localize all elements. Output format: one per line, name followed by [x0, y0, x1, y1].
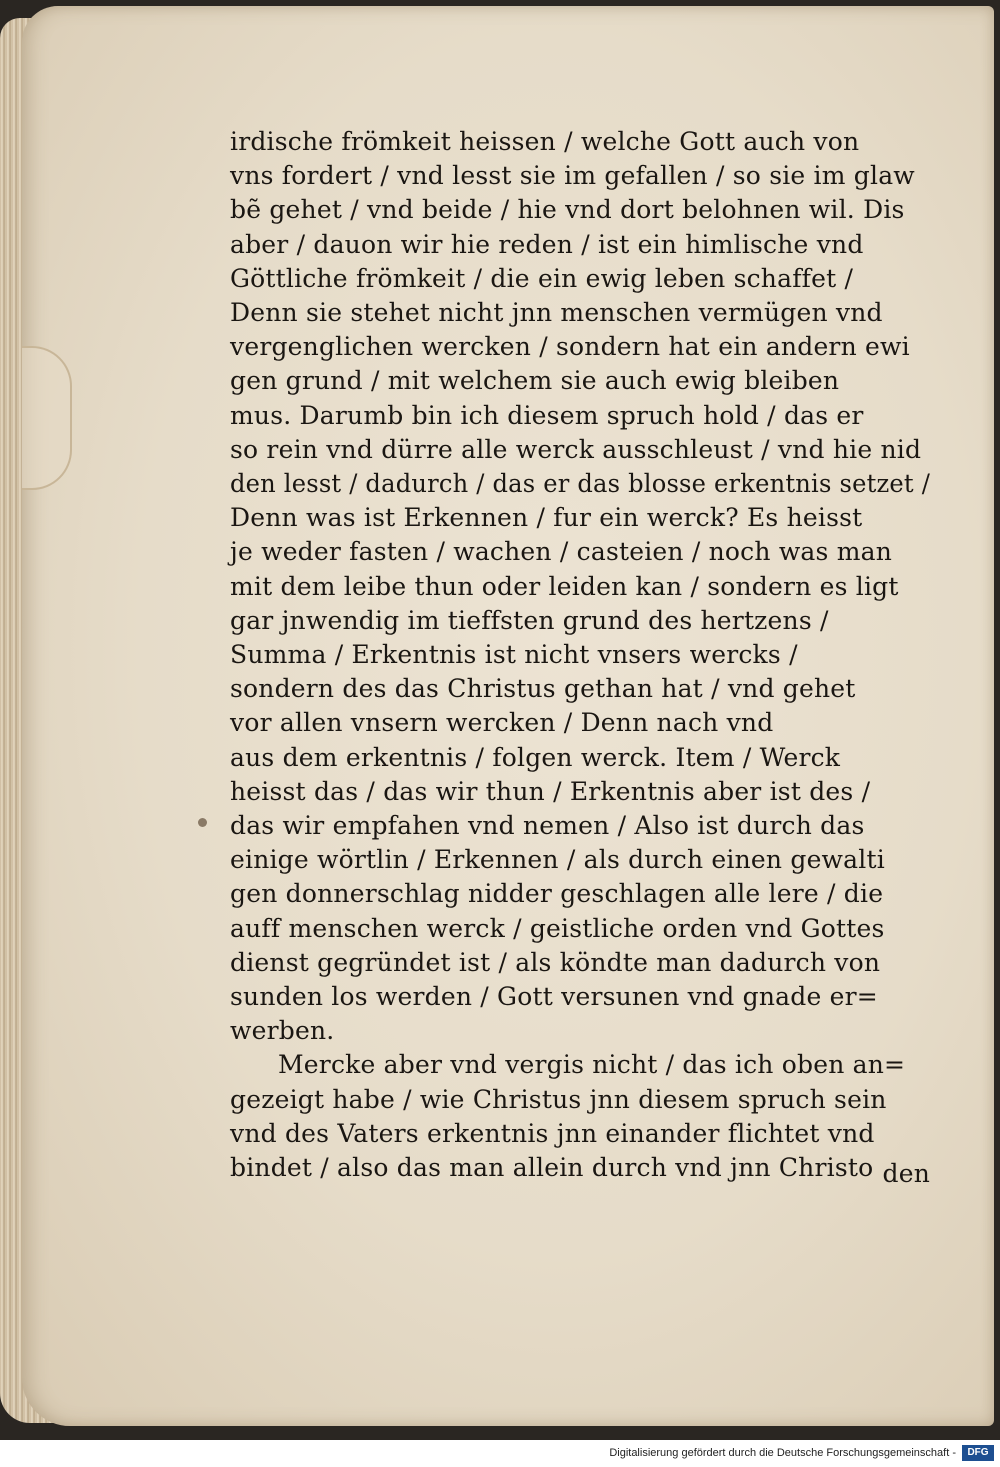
dfg-logo: DFG — [962, 1445, 994, 1461]
text-line: vor allen vnsern wercken / Denn nach vnd — [230, 708, 774, 737]
funding-notice: Digitalisierung gefördert durch die Deutsche Forschungsgemeinschaft - — [609, 1447, 956, 1459]
text-line: werben. — [230, 1016, 335, 1045]
text-line: vnd des Vaters erkentnis jnn einander flichtet vnd — [230, 1119, 875, 1148]
text-line: sunden los werden / Gott versunen vnd gnade er= — [230, 982, 878, 1011]
text-line: Göttliche frömkeit / die ein ewig leben schaffet / — [230, 264, 854, 293]
text-block — [230, 125, 930, 1195]
text-line: bẽ gehet / vnd beide / hie vnd dort belohnen wil. Dis — [230, 195, 905, 224]
text-line: je weder fasten / wachen / casteien / noch was man — [230, 537, 893, 566]
text-line: aber / dauon wir hie reden / ist ein himlische vnd — [230, 230, 864, 259]
text-line: gar jnwendig im tieffsten grund des hertzens / — [230, 606, 829, 635]
text-line: einige wörtlin / Erkennen / als durch einen gewalti — [230, 845, 885, 874]
text-line: Denn sie stehet nicht jnn menschen vermügen vnd — [230, 298, 883, 327]
text-line: vns fordert / vnd lesst sie im gefallen / so sie im glaw — [230, 161, 915, 190]
text-line: irdische frömkeit heissen / welche Gott auch von — [230, 127, 860, 156]
text-line: gezeigt habe / wie Christus jnn diesem spruch sein — [230, 1085, 887, 1114]
catchword: den — [882, 1159, 930, 1188]
paper-speck — [198, 818, 207, 827]
text-line: aus dem erkentnis / folgen werck. Item / Werck — [230, 743, 841, 772]
text-line: mus. Darumb bin ich diesem spruch hold / das er — [230, 401, 864, 430]
text-line: heisst das / das wir thun / Erkentnis aber ist des / — [230, 777, 871, 806]
text-line: gen grund / mit welchem sie auch ewig bleiben — [230, 366, 840, 395]
text-line: Mercke aber vnd vergis nicht / das ich oben an= — [278, 1050, 906, 1079]
text-line: vergenglichen wercken / sondern hat ein andern ewi — [230, 332, 910, 361]
text-line: so rein vnd dürre alle werck ausschleust / vnd hie nid — [230, 435, 922, 464]
text-line: auff menschen werck / geistliche orden vnd Gottes — [230, 914, 885, 943]
text-line: das wir empfahen vnd nemen / Also ist durch das — [230, 811, 865, 840]
page-clip-mark — [22, 346, 72, 490]
text-line: Summa / Erkentnis ist nicht vnsers wercks / — [230, 640, 798, 669]
text-line: sondern des das Christus gethan hat / vnd gehet — [230, 674, 856, 703]
text-line: mit dem leibe thun oder leiden kan / sondern es ligt — [230, 572, 899, 601]
text-line: dienst gegründet ist / als köndte man dadurch von — [230, 948, 881, 977]
text-line: bindet / also das man allein durch vnd jnn Christo — [230, 1153, 874, 1182]
text-line: gen donnerschlag nidder geschlagen alle lere / die — [230, 879, 884, 908]
footer-bar — [0, 1440, 1000, 1467]
text-line: den lesst / dadurch / das er das blosse erkentnis setzet / — [230, 469, 931, 498]
text-line: Denn was ist Erkennen / fur ein werck? Es heisst — [230, 503, 863, 532]
